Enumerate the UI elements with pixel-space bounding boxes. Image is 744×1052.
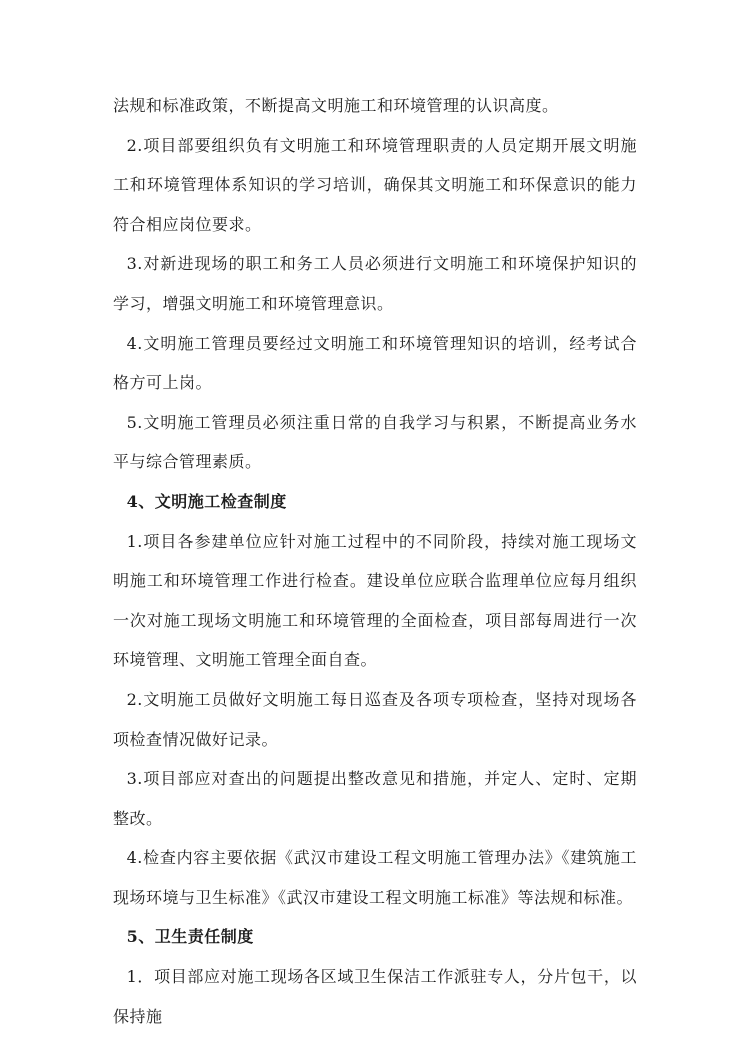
paragraph-inspection-2: 2.文明施工员做好文明施工每日巡查及各项专项检查，坚持对现场各项检查情况做好记录。	[113, 689, 637, 749]
paragraph-inspection-4: 4.检查内容主要依据《武汉市建设工程文明施工管理办法》《建筑施工现场环境与卫生标准》《武汉市建设工程文明施工标准》等法规和标准。	[113, 848, 637, 907]
paragraph-inspection-1: 1.项目各参建单位应针对施工过程中的不同阶段，持续对施工现场文明施工和环境管理工作进行检查。建设单位应联合监理单位应每月组织一次对施工现场文明施工和环境管理的全面检查，项目部每周进行一次环境管理、文明施工管理全面自查。	[113, 531, 637, 670]
document-body	[113, 86, 637, 1036]
paragraph-inspection-3: 3.项目部应对查出的问题提出整改意见和措施，并定人、定时、定期整改。	[113, 769, 637, 828]
paragraph-sanitation-1: 1．项目部应对施工现场各区域卫生保洁工作派驻专人，分片包干，以保持施	[113, 967, 637, 1026]
heading-inspection-system: 4、文明施工检查制度	[126, 491, 287, 511]
heading-sanitation-system: 5、卫生责任制度	[126, 927, 254, 947]
paragraph-training-2: 2.项目部要组织负有文明施工和环境管理职责的人员定期开展文明施工和环境管理体系知识的学习培训，确保其文明施工和环保意识的能力符合相应岗位要求。	[113, 135, 637, 234]
paragraph-training-4: 4.文明施工管理员要经过文明施工和环境管理知识的培训，经考试合格方可上岗。	[113, 333, 637, 393]
paragraph-training-3: 3.对新进现场的职工和务工人员必须进行文明施工和环境保护知识的学习，增强文明施工和环境管理意识。	[113, 254, 637, 313]
paragraph-training-5: 5.文明施工管理员必须注重日常的自我学习与积累，不断提高业务水平与综合管理素质。	[113, 412, 637, 472]
paragraph-continuation: 法规和标准政策，不断提高文明施工和环境管理的认识高度。	[113, 96, 559, 115]
